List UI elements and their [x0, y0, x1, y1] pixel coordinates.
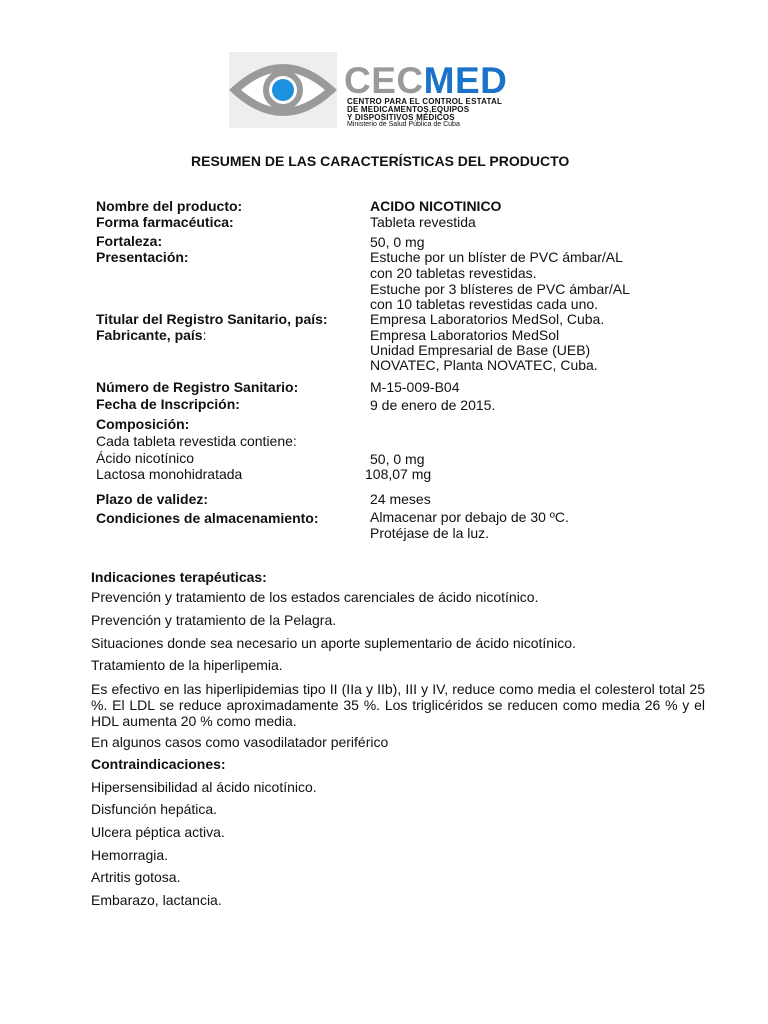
indicacion-item: Prevención y tratamiento de la Pelagra. [91, 612, 337, 628]
contraindicacion-item: Disfunción hepática. [91, 801, 218, 817]
presentacion-line-3: Estuche por 3 blísteres de PVC ámbar/AL [370, 281, 630, 297]
indicacion-item: Prevención y tratamiento de los estados carenciales de ácido nicotínico. [91, 589, 539, 605]
nombre-value: ACIDO NICOTINICO [370, 198, 502, 214]
contraindicacion-item: Ulcera péptica activa. [91, 824, 225, 840]
logo-line-4: Ministerio de Salud Pública de Cuba [347, 121, 460, 128]
registro-label: Número de Registro Sanitario: [96, 379, 299, 395]
presentacion-line-2: con 20 tabletas revestidas. [370, 265, 537, 281]
fabricante-line-2: Unidad Empresarial de Base (UEB) [370, 342, 591, 358]
logo-line-3: Y DISPOSITIVOS MÉDICOS [347, 113, 455, 122]
comp2-name: Lactosa monohidratada [96, 466, 243, 482]
comp1-name: Ácido nicotínico [96, 450, 195, 466]
fecha-label: Fecha de Inscripción: [96, 396, 240, 412]
comp1-value: 50, 0 mg [370, 451, 425, 467]
fortaleza-label: Fortaleza: [96, 233, 163, 249]
forma-value: Tableta revestida [370, 214, 476, 230]
condiciones-line-2: Protéjase de la luz. [370, 525, 490, 541]
composicion-intro: Cada tableta revestida contiene: [96, 433, 297, 449]
presentacion-line-1: Estuche por un blíster de PVC ámbar/AL [370, 249, 623, 265]
forma-label: Forma farmacéutica: [96, 214, 234, 230]
indicacion-item: Tratamiento de la hiperlipemia. [91, 657, 283, 673]
indicacion-item: Situaciones donde sea necesario un aporte suplementario de ácido nicotínico. [91, 635, 576, 651]
condiciones-label: Condiciones de almacenamiento: [96, 510, 319, 526]
plazo-label: Plazo de validez: [96, 491, 209, 507]
nombre-label: Nombre del producto: [96, 198, 243, 214]
contraindicacion-item: Embarazo, lactancia. [91, 892, 222, 908]
indicaciones-heading: Indicaciones terapéuticas: [91, 569, 267, 585]
brand-name [344, 62, 507, 100]
brand-suffix: MED [423, 60, 508, 101]
logo-line-1: CENTRO PARA EL CONTROL ESTATAL [347, 97, 503, 106]
logo-line-2: DE MEDICAMENTOS,EQUIPOS [347, 105, 470, 114]
fabricante-colon: : [202, 327, 207, 343]
titular-label: Titular del Registro Sanitario, país: [96, 311, 328, 327]
indicacion-paragraph: Es efectivo en las hiperlipidemias tipo II (IIa y IIb), III y IV, reduce como media el colesterol total 25 %. El LDL se reduce aproximadamente 35 %. Los triglicéridos se reducen como media 26 % y el HDL aumenta 20 % como media. [91, 681, 705, 729]
contraindicaciones-heading: Contraindicaciones: [91, 756, 226, 772]
indicacion-last: En algunos casos como vasodilatador periférico [91, 734, 389, 750]
presentacion-line-4: con 10 tabletas revestidas cada uno. [370, 296, 599, 312]
brand-prefix: CEC [344, 60, 424, 101]
fortaleza-value: 50, 0 mg [370, 234, 425, 250]
fabricante-label-wrap [96, 327, 206, 343]
fabricante-label: Fabricante, país [96, 327, 203, 343]
page-title: RESUMEN DE LAS CARACTERÍSTICAS DEL PRODUCTO [191, 153, 570, 169]
contraindicacion-item: Hipersensibilidad al ácido nicotínico. [91, 779, 317, 795]
fabricante-line-3: NOVATEC, Planta NOVATEC, Cuba. [370, 357, 598, 373]
contraindicacion-item: Hemorragia. [91, 847, 169, 863]
titular-value: Empresa Laboratorios MedSol, Cuba. [370, 311, 605, 327]
condiciones-line-1: Almacenar por debajo de 30 ºC. [370, 509, 569, 525]
comp2-value: 108,07 mg [365, 466, 432, 482]
presentacion-label: Presentación: [96, 249, 189, 265]
registro-value: M-15-009-B04 [370, 379, 460, 395]
plazo-value: 24 meses [370, 491, 431, 507]
eye-logo-icon [229, 52, 337, 128]
contraindicacion-item: Artritis gotosa. [91, 869, 181, 885]
composicion-label: Composición: [96, 416, 190, 432]
fecha-value: 9 de enero de 2015. [370, 397, 496, 413]
fabricante-line-1: Empresa Laboratorios MedSol [370, 327, 560, 343]
cecmed-logo [229, 52, 508, 128]
